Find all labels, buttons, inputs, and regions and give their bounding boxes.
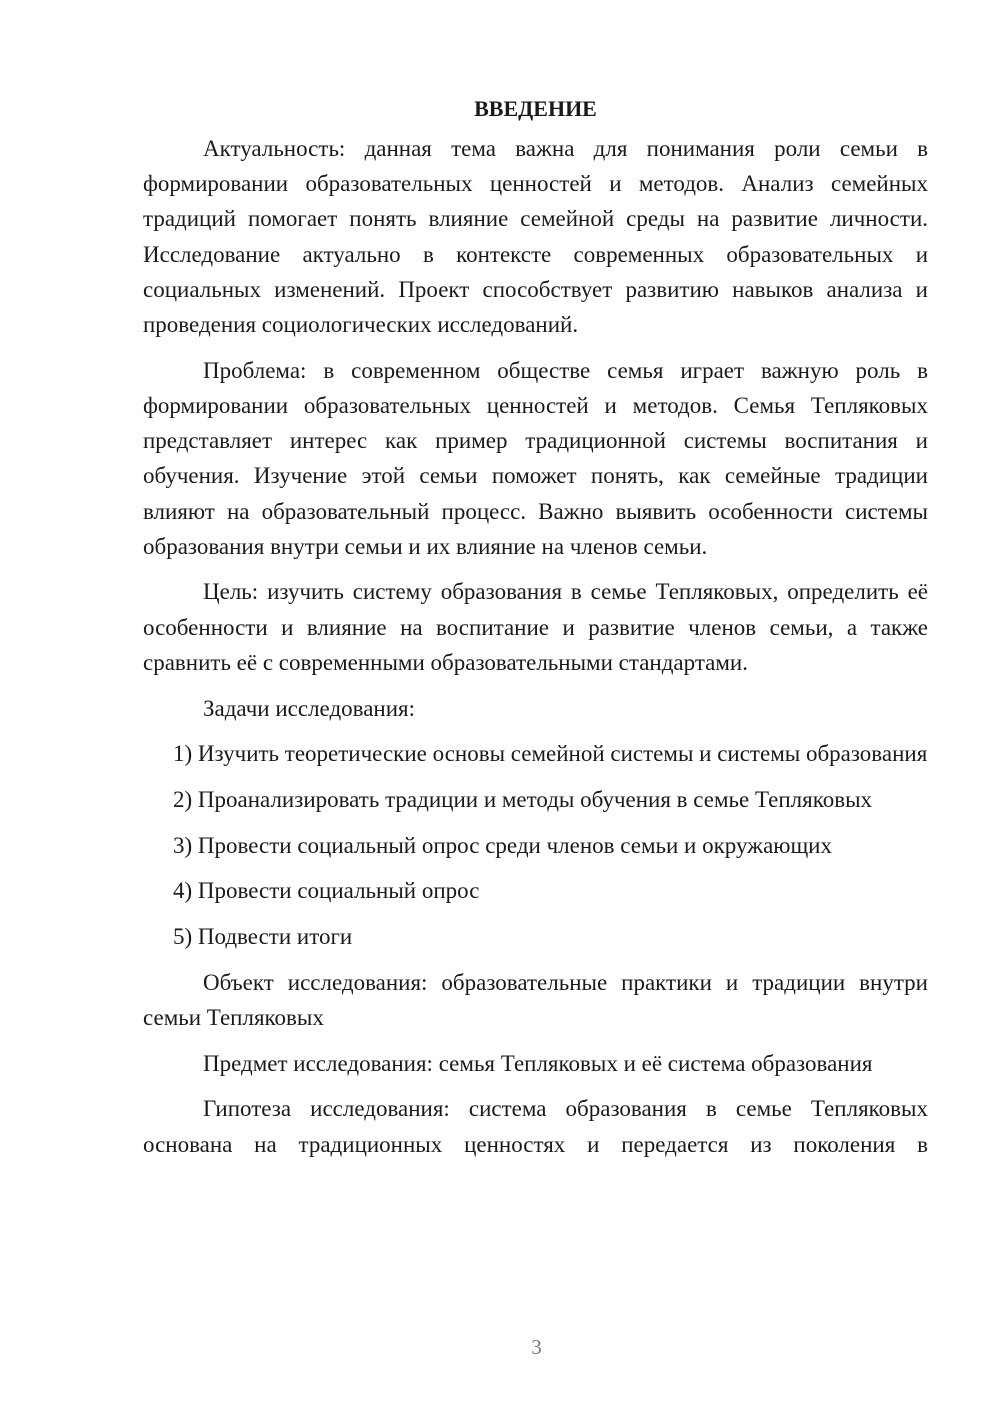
- relevance-paragraph: Актуальность: данная тема важна для понимания роли семьи в формировании образовательных ценностей и методов. Анализ семейных традиций помогает понять влияние семейной среды на развитие личности. Исследование актуально в контексте современных образовательных и социальных изменений. Проект способствует развитию навыков анализа и проведения социологических исследований.: [143, 136, 928, 338]
- task-item: 1) Изучить теоретические основы семейной системы и системы образования: [173, 741, 928, 767]
- section-title: ВВЕДЕНИЕ: [474, 96, 597, 121]
- task-item: 4) Провести социальный опрос: [173, 878, 480, 904]
- problem-paragraph: Проблема: в современном обществе семья играет важную роль в формировании образовательных ценностей и методов. Семья Тепляковых представляет интерес как пример традиционной системы воспитания и обучения. Изучение этой семьи поможет понять, как семейные традиции влияют на образовательный процесс. Важно выявить особенности системы образования внутри семьи и их влияние на членов семьи.: [143, 357, 928, 559]
- task-item: 5) Подвести итоги: [173, 924, 353, 950]
- research-object-paragraph: Объект исследования: образовательные практики и традиции внутри семьи Тепляковых: [143, 969, 928, 1030]
- tasks-heading: Задачи исследования:: [203, 695, 416, 721]
- hypothesis-paragraph: Гипотеза исследования: система образования в семье Тепляковых основана на традиционных ценностях и передается из поколения в: [143, 1096, 928, 1157]
- goal-paragraph: Цель: изучить систему образования в семье Тепляковых, определить её особенности и влияние на воспитание и развитие членов семьи, а также сравнить её с современными образовательными стандартами.: [143, 579, 928, 675]
- research-subject-paragraph: Предмет исследования: семья Тепляковых и её система образования: [203, 1050, 873, 1076]
- task-item: 2) Проанализировать традиции и методы обучения в семье Тепляковых: [173, 786, 873, 812]
- page-number: 3: [531, 1335, 542, 1359]
- page-content: [143, 91, 928, 1162]
- task-item: 3) Провести социальный опрос среди членов семьи и окружающих: [173, 832, 832, 858]
